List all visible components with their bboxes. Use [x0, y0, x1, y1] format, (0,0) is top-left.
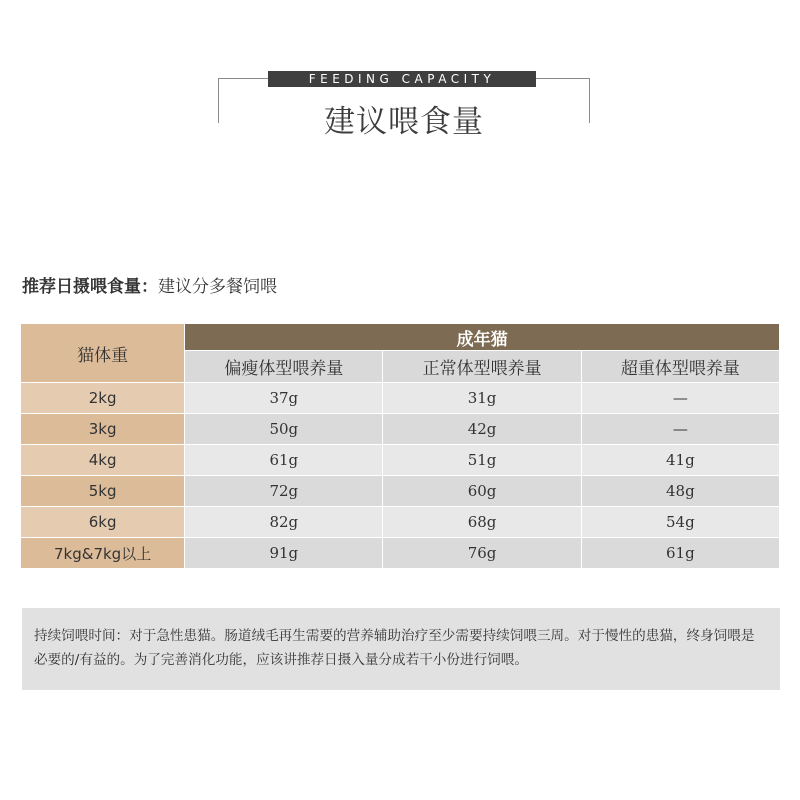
table-row — [21, 414, 780, 445]
table-row — [21, 538, 780, 569]
weight-cell: 4kg — [21, 445, 185, 476]
value-cell: 72g — [185, 476, 383, 507]
value-cell: 37g — [185, 383, 383, 414]
weight-cell: 5kg — [21, 476, 185, 507]
intro-text: 建议分多餐饲喂 — [158, 277, 277, 297]
table-row — [21, 383, 780, 414]
value-cell: 82g — [185, 507, 383, 538]
value-cell: 54g — [581, 507, 779, 538]
value-cell: 91g — [185, 538, 383, 569]
weight-cell: 3kg — [21, 414, 185, 445]
table-row — [21, 445, 780, 476]
weight-cell: 6kg — [21, 507, 185, 538]
header-title-wrap — [296, 102, 512, 142]
page-title: 建议喂食量 — [324, 104, 484, 140]
feeding-duration-note: 持续饲喂时间：对于急性患猫。肠道绒毛再生需要的营养辅助治疗至少需要持续饲喂三周。对于慢性的患猫，终身饲喂是必要的/有益的。为了完善消化功能，应该讲推荐日摄入量分成若干小份进行饲喂。 — [22, 608, 780, 690]
value-cell: 61g — [581, 538, 779, 569]
value-cell: 76g — [383, 538, 581, 569]
value-cell: 51g — [383, 445, 581, 476]
column-header-overweight: 超重体型喂养量 — [581, 351, 779, 383]
value-cell: 41g — [581, 445, 779, 476]
value-cell: 50g — [185, 414, 383, 445]
table-row — [21, 507, 780, 538]
value-cell: — — [581, 383, 779, 414]
weight-column-header: 猫体重 — [21, 324, 185, 383]
column-header-underweight: 偏瘦体型喂养量 — [185, 351, 383, 383]
value-cell: 31g — [383, 383, 581, 414]
value-cell: 42g — [383, 414, 581, 445]
feeding-intro — [22, 272, 277, 297]
intro-label: 推荐日摄喂食量： — [22, 277, 158, 297]
value-cell: — — [581, 414, 779, 445]
table-row — [21, 476, 780, 507]
value-cell: 60g — [383, 476, 581, 507]
header-eyebrow: FEEDING CAPACITY — [268, 71, 536, 87]
weight-cell: 7kg&7kg以上 — [21, 538, 185, 569]
value-cell: 61g — [185, 445, 383, 476]
group-header-adult-cat: 成年猫 — [185, 324, 780, 351]
weight-cell: 2kg — [21, 383, 185, 414]
value-cell: 68g — [383, 507, 581, 538]
column-header-normal: 正常体型喂养量 — [383, 351, 581, 383]
feeding-table — [20, 323, 780, 569]
value-cell: 48g — [581, 476, 779, 507]
